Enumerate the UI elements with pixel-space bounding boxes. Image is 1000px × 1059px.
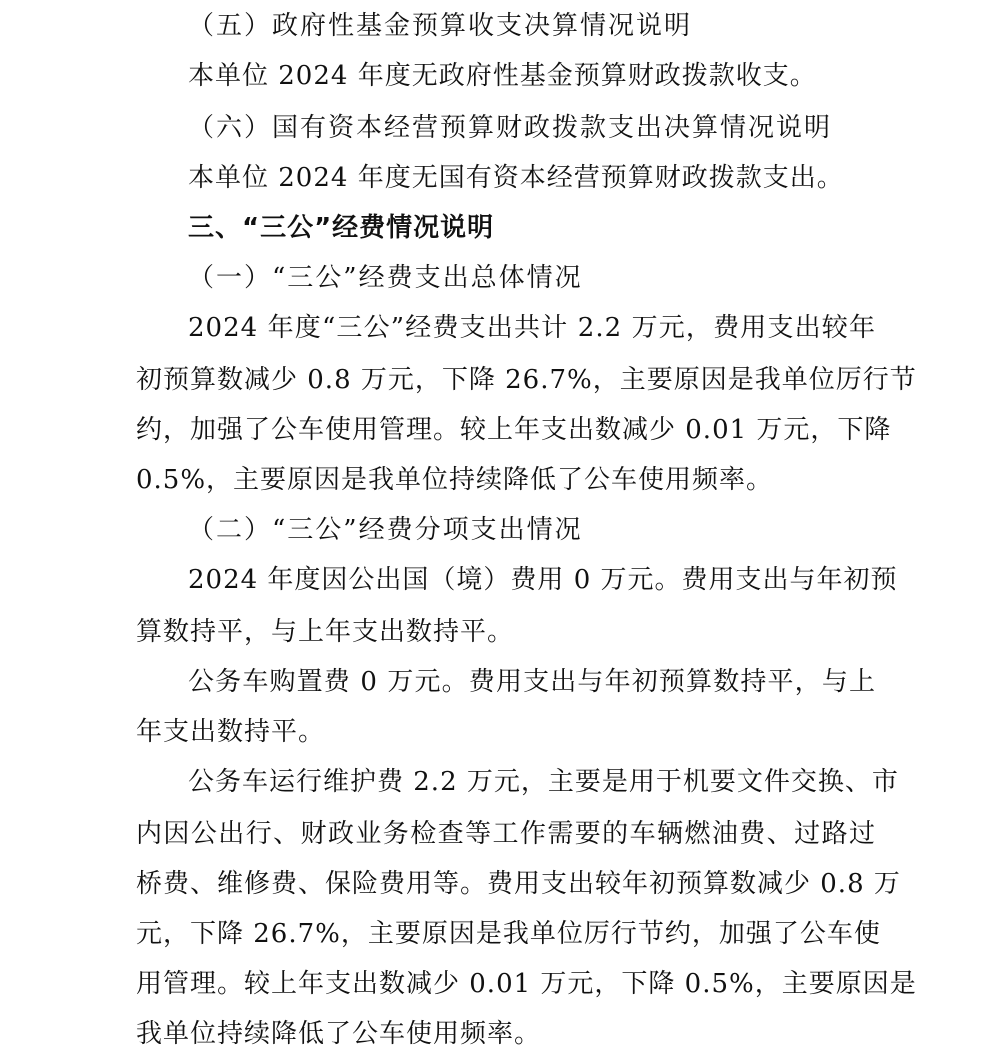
- paragraph-line: 约，加强了公车使用管理。较上年支出数减少 0.01 万元，下降: [136, 415, 892, 445]
- paragraph-line: 公务车购置费 0 万元。费用支出与年初预算数持平，与上: [188, 667, 876, 697]
- paragraph-line: 桥费、维修费、保险费用等。费用支出较年初预算数减少 0.8 万: [136, 869, 901, 899]
- section-heading-state-capital: （六）国有资本经营预算财政拨款支出决算情况说明: [188, 113, 833, 143]
- subsection-heading-itemized: （二）“三公”经费分项支出情况: [188, 515, 583, 545]
- paragraph-line: 内因公出行、财政业务检查等工作需要的车辆燃油费、过路过: [136, 819, 876, 849]
- paragraph-line: 本单位 2024 年度无国有资本经营预算财政拨款支出。: [188, 163, 844, 193]
- paragraph-line: 元，下降 26.7%，主要原因是我单位厉行节约，加强了公车使: [136, 919, 881, 949]
- paragraph-line: 初预算数减少 0.8 万元，下降 26.7%，主要原因是我单位厉行节: [136, 365, 917, 395]
- paragraph-line: 用管理。较上年支出数减少 0.01 万元，下降 0.5%，主要原因是: [136, 969, 917, 999]
- section-heading-government-fund: （五）政府性基金预算收支决算情况说明: [188, 11, 693, 41]
- paragraph-line: 年支出数持平。: [136, 717, 326, 747]
- paragraph-line: 本单位 2024 年度无政府性基金预算财政拨款收支。: [188, 61, 817, 91]
- paragraph-line: 0.5%，主要原因是我单位持续降低了公车使用频率。: [136, 465, 774, 495]
- paragraph-line: 我单位持续降低了公车使用频率。: [136, 1019, 542, 1049]
- paragraph-line: 公务车运行维护费 2.2 万元，主要是用于机要文件交换、市: [188, 767, 899, 797]
- paragraph-line: 2024 年度“三公”经费支出共计 2.2 万元，费用支出较年: [188, 313, 876, 343]
- paragraph-line: 2024 年度因公出国（境）费用 0 万元。费用支出与年初预: [188, 565, 898, 595]
- subsection-heading-overall: （一）“三公”经费支出总体情况: [188, 263, 583, 293]
- paragraph-line: 算数持平，与上年支出数持平。: [136, 617, 515, 647]
- section-heading-three-public: 三、“三公”经费情况说明: [188, 213, 495, 243]
